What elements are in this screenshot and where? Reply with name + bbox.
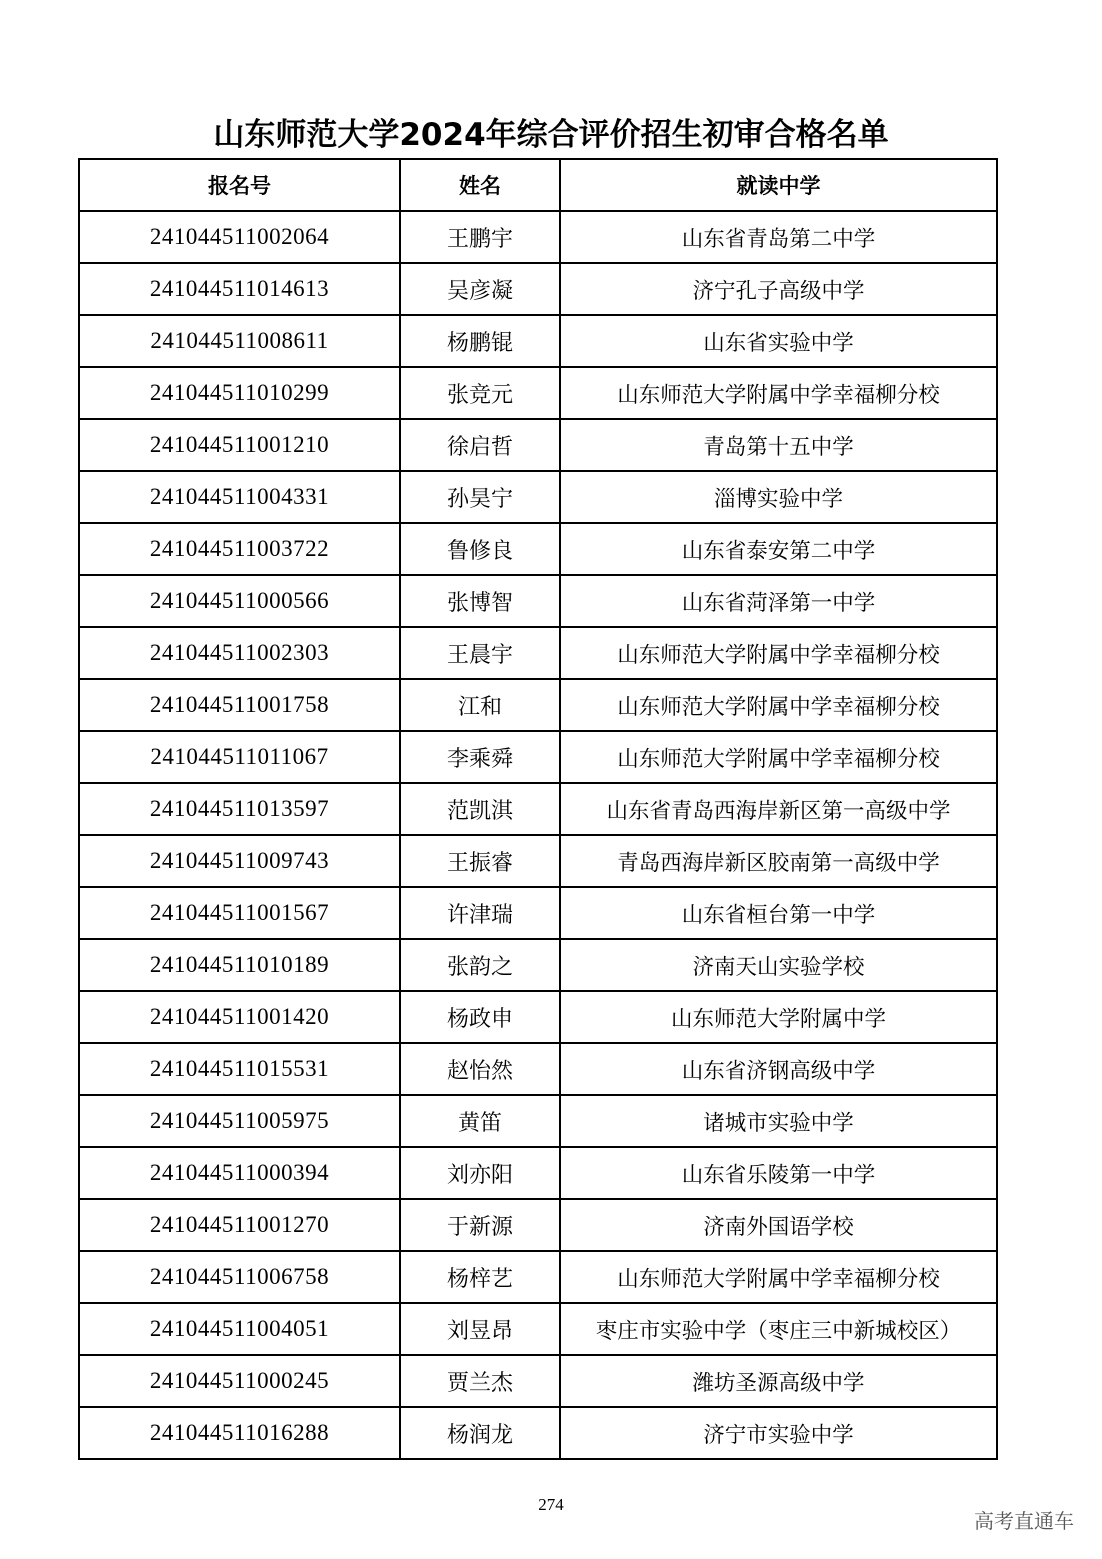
table-row — [79, 783, 997, 835]
registration-number-cell: 241044511001758 — [79, 679, 400, 731]
registration-number-cell: 241044511002303 — [79, 627, 400, 679]
table-row — [79, 419, 997, 471]
school-name-cell: 山东省桓台第一中学 — [560, 887, 997, 939]
school-name-cell: 济南外国语学校 — [560, 1199, 997, 1251]
registration-number-cell: 241044511011067 — [79, 731, 400, 783]
registration-number-cell: 241044511003722 — [79, 523, 400, 575]
table-row — [79, 523, 997, 575]
school-name-cell: 潍坊圣源高级中学 — [560, 1355, 997, 1407]
registration-number-cell: 241044511000566 — [79, 575, 400, 627]
school-name-cell: 山东师范大学附属中学 — [560, 991, 997, 1043]
table-row — [79, 575, 997, 627]
school-name-cell: 山东省实验中学 — [560, 315, 997, 367]
registration-number-cell: 241044511010299 — [79, 367, 400, 419]
registration-number-cell: 241044511015531 — [79, 1043, 400, 1095]
school-name-cell: 山东省青岛西海岸新区第一高级中学 — [560, 783, 997, 835]
school-name-cell: 山东省青岛第二中学 — [560, 211, 997, 263]
table-row — [79, 1355, 997, 1407]
table-row — [79, 991, 997, 1043]
document-title: 山东师范大学2024年综合评价招生初审合格名单 — [213, 117, 889, 153]
registration-number-cell: 241044511005975 — [79, 1095, 400, 1147]
column-header-school: 就读中学 — [560, 159, 997, 211]
table-row — [79, 835, 997, 887]
school-name-cell: 山东师范大学附属中学幸福柳分校 — [560, 367, 997, 419]
table-row — [79, 1407, 997, 1459]
student-name-cell: 徐启哲 — [400, 419, 560, 471]
student-name-cell: 许津瑞 — [400, 887, 560, 939]
student-name-cell: 杨鹏锟 — [400, 315, 560, 367]
watermark-text: 高考直通车 — [974, 1509, 1074, 1533]
table-row — [79, 627, 997, 679]
registration-number-cell: 241044511004331 — [79, 471, 400, 523]
school-name-cell: 诸城市实验中学 — [560, 1095, 997, 1147]
school-name-cell: 济宁孔子高级中学 — [560, 263, 997, 315]
student-name-cell: 黄笛 — [400, 1095, 560, 1147]
table-row — [79, 1303, 997, 1355]
registration-number-cell: 241044511000394 — [79, 1147, 400, 1199]
table-row — [79, 679, 997, 731]
table-row — [79, 1043, 997, 1095]
school-name-cell: 山东师范大学附属中学幸福柳分校 — [560, 679, 997, 731]
student-name-cell: 于新源 — [400, 1199, 560, 1251]
student-name-cell: 鲁修良 — [400, 523, 560, 575]
school-name-cell: 山东师范大学附属中学幸福柳分校 — [560, 1251, 997, 1303]
school-name-cell: 青岛第十五中学 — [560, 419, 997, 471]
registration-number-cell: 241044511000245 — [79, 1355, 400, 1407]
table-row — [79, 1251, 997, 1303]
registration-number-cell: 241044511006758 — [79, 1251, 400, 1303]
column-header-id: 报名号 — [79, 159, 400, 211]
school-name-cell: 山东省泰安第二中学 — [560, 523, 997, 575]
school-name-cell: 枣庄市实验中学（枣庄三中新城校区） — [560, 1303, 997, 1355]
table-row — [79, 1095, 997, 1147]
student-name-cell: 贾兰杰 — [400, 1355, 560, 1407]
candidate-table — [78, 158, 998, 1460]
table-header-row — [79, 159, 997, 211]
school-name-cell: 青岛西海岸新区胶南第一高级中学 — [560, 835, 997, 887]
registration-number-cell: 241044511014613 — [79, 263, 400, 315]
school-name-cell: 山东师范大学附属中学幸福柳分校 — [560, 627, 997, 679]
student-name-cell: 王振睿 — [400, 835, 560, 887]
student-name-cell: 刘昱昂 — [400, 1303, 560, 1355]
school-name-cell: 山东省菏泽第一中学 — [560, 575, 997, 627]
student-name-cell: 江和 — [400, 679, 560, 731]
student-name-cell: 吴彦凝 — [400, 263, 560, 315]
table-row — [79, 1147, 997, 1199]
student-name-cell: 孙昊宁 — [400, 471, 560, 523]
table-row — [79, 263, 997, 315]
school-name-cell: 济宁市实验中学 — [560, 1407, 997, 1459]
table-row — [79, 315, 997, 367]
registration-number-cell: 241044511013597 — [79, 783, 400, 835]
student-name-cell: 李乘舜 — [400, 731, 560, 783]
student-name-cell: 张韵之 — [400, 939, 560, 991]
table-row — [79, 887, 997, 939]
school-name-cell: 山东省济钢高级中学 — [560, 1043, 997, 1095]
school-name-cell: 淄博实验中学 — [560, 471, 997, 523]
student-name-cell: 范凯淇 — [400, 783, 560, 835]
registration-number-cell: 241044511001210 — [79, 419, 400, 471]
table-row — [79, 211, 997, 263]
student-name-cell: 杨政申 — [400, 991, 560, 1043]
registration-number-cell: 241044511001420 — [79, 991, 400, 1043]
table-row — [79, 939, 997, 991]
registration-number-cell: 241044511016288 — [79, 1407, 400, 1459]
registration-number-cell: 241044511001270 — [79, 1199, 400, 1251]
registration-number-cell: 241044511010189 — [79, 939, 400, 991]
student-name-cell: 赵怡然 — [400, 1043, 560, 1095]
table-row — [79, 367, 997, 419]
column-header-name: 姓名 — [400, 159, 560, 211]
student-name-cell: 刘亦阳 — [400, 1147, 560, 1199]
student-name-cell: 张竞元 — [400, 367, 560, 419]
student-name-cell: 王鹏宇 — [400, 211, 560, 263]
student-name-cell: 张博智 — [400, 575, 560, 627]
school-name-cell: 山东师范大学附属中学幸福柳分校 — [560, 731, 997, 783]
student-name-cell: 王晨宇 — [400, 627, 560, 679]
registration-number-cell: 241044511008611 — [79, 315, 400, 367]
registration-number-cell: 241044511001567 — [79, 887, 400, 939]
table-row — [79, 731, 997, 783]
registration-number-cell: 241044511004051 — [79, 1303, 400, 1355]
page-number: 274 — [538, 1495, 564, 1514]
table-row — [79, 471, 997, 523]
table-row — [79, 1199, 997, 1251]
student-name-cell: 杨梓艺 — [400, 1251, 560, 1303]
school-name-cell: 山东省乐陵第一中学 — [560, 1147, 997, 1199]
registration-number-cell: 241044511009743 — [79, 835, 400, 887]
registration-number-cell: 241044511002064 — [79, 211, 400, 263]
school-name-cell: 济南天山实验学校 — [560, 939, 997, 991]
student-name-cell: 杨润龙 — [400, 1407, 560, 1459]
